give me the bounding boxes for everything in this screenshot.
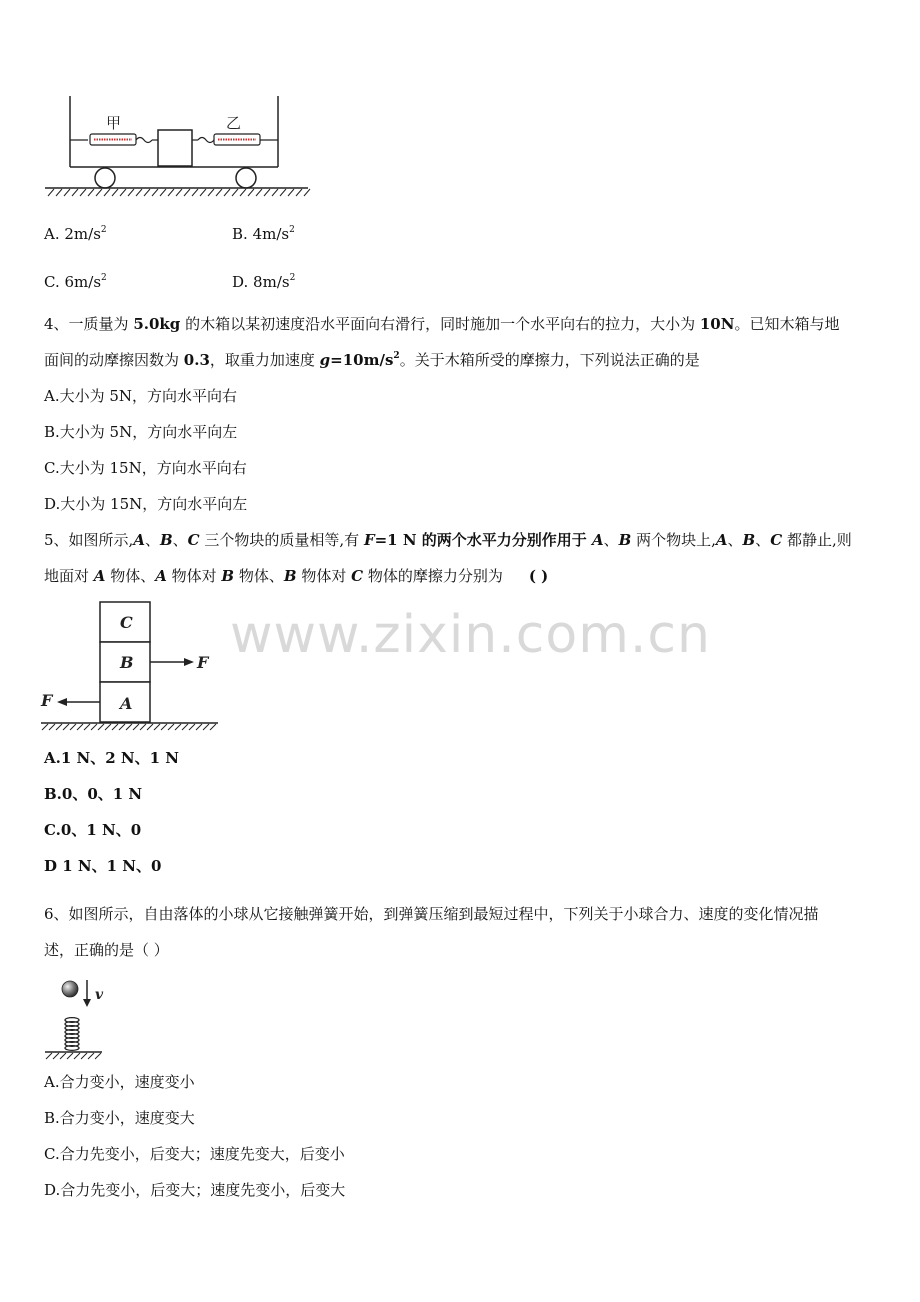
- velocity-label: v: [95, 987, 104, 1003]
- q5-option-b: B.0、0、1 N: [44, 785, 143, 803]
- force-right-label: F: [197, 653, 209, 672]
- block-a-label: A: [120, 694, 133, 713]
- q6-option-a: A.合力变小，速度变小: [44, 1073, 195, 1091]
- q6-stem-line1: 6、如图所示，自由落体的小球从它接触弹簧开始，到弹簧压缩到最短过程中，下列关于小球合力、速度的变化情况描: [44, 905, 819, 923]
- q5-stem-line2: 地面对 A 物体、A 物体对 B 物体、B 物体对 C 物体的摩擦力分别为 ( ): [44, 567, 549, 585]
- q4-stem-line2: 面间的动摩擦因数为 0.3，取重力加速度 $g=10m/s^2$。关于木箱所受的摩擦力，下列说法正确的是: [44, 351, 700, 369]
- cart-spring-figure: [40, 92, 315, 202]
- q4-option-a: A.大小为 5N，方向水平向右: [44, 387, 238, 405]
- q5-option-d: D 1 N、1 N、0: [44, 857, 162, 875]
- force-left-label: F: [41, 691, 53, 710]
- stacked-blocks-figure: [38, 598, 223, 738]
- label-jia: 甲: [106, 114, 122, 132]
- q5-stem-line1: 5、如图所示,A、B、C 三个物块的质量相等,有 F=1 N 的两个水平力分别作用于 A、B 两个物块上,A、B、C 都静止,则: [44, 531, 852, 549]
- option-c: C. $6m/s^2$: [44, 273, 107, 291]
- q6-option-c: C.合力先变小，后变大；速度先变大，后变小: [44, 1145, 345, 1163]
- q4-option-c: C.大小为 15N，方向水平向右: [44, 459, 247, 477]
- block-c-label: C: [120, 613, 133, 632]
- q4-option-b: B.大小为 5N，方向水平向左: [44, 423, 238, 441]
- option-d: D. $8m/s^2$: [232, 273, 296, 291]
- q6-option-b: B.合力变小，速度变大: [44, 1109, 195, 1127]
- label-yi: 乙: [226, 114, 242, 132]
- watermark: www.zixin.com.cn: [230, 605, 711, 665]
- q4-stem-line1: 4、一质量为 5.0kg 的木箱以某初速度沿水平面向右滑行，同时施加一个水平向右的拉力，大小为 10N。已知木箱与地: [44, 315, 840, 333]
- block-b-label: B: [120, 653, 134, 672]
- q6-stem-line2: 述，正确的是（ ）: [44, 941, 169, 959]
- option-a: A. $2m/s^2$: [44, 225, 107, 243]
- ball-spring-figure: [40, 972, 110, 1064]
- q5-option-a: A.1 N、2 N、1 N: [44, 749, 179, 767]
- q4-option-d: D.大小为 15N，方向水平向左: [44, 495, 248, 513]
- q5-option-c: C.0、1 N、0: [44, 821, 142, 839]
- option-b: B. $4m/s^2$: [232, 225, 295, 243]
- q6-option-d: D.合力先变小，后变大；速度先变小，后变大: [44, 1181, 346, 1199]
